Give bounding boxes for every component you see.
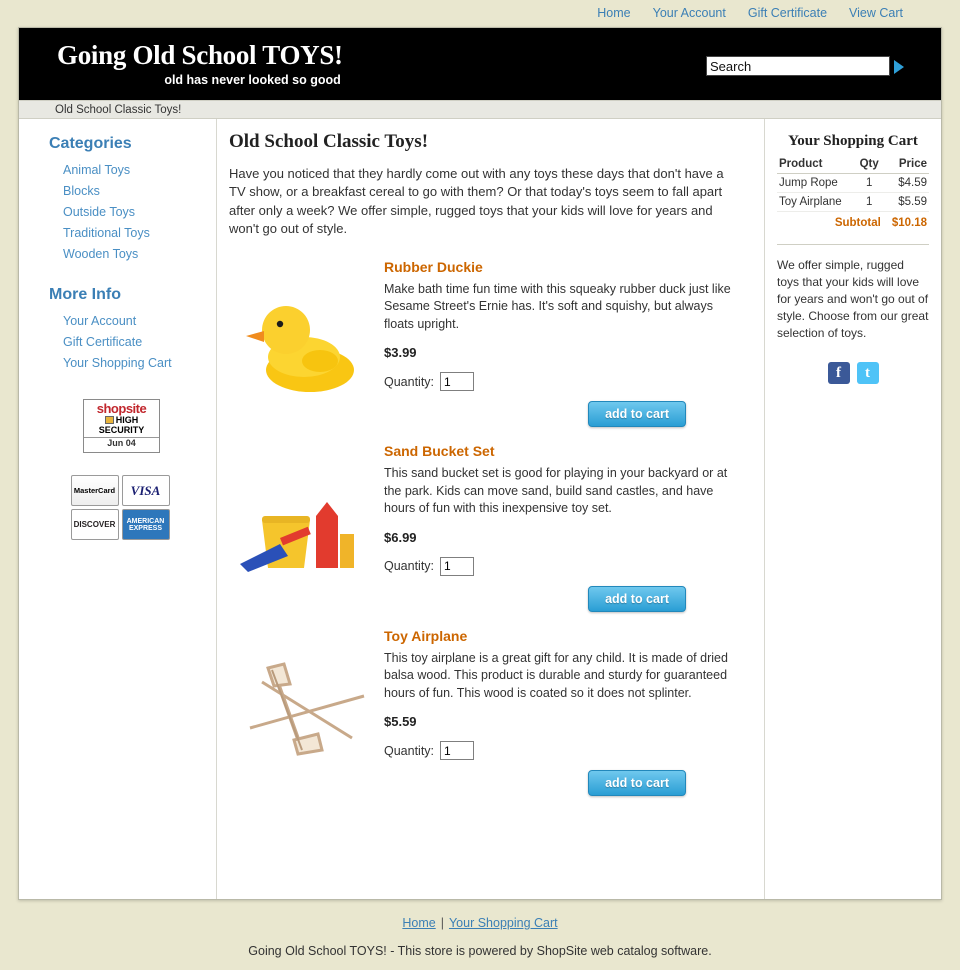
list-item[interactable] (19, 180, 216, 201)
social-links (777, 362, 929, 384)
product-item (229, 441, 742, 612)
shopsite-badge-line2: SECURITY (98, 425, 145, 435)
search-input[interactable] (706, 56, 890, 76)
cart-column-product: Product (777, 156, 856, 174)
quantity-label: Quantity: (384, 374, 435, 389)
store-note: We offer simple, rugged toys that your kids will love for years and won't go out of style. Choose from our great selection of toys. (777, 244, 929, 342)
quantity-input[interactable] (440, 557, 474, 576)
trust-badges (19, 399, 216, 540)
cart-row-product: Toy Airplane (777, 193, 856, 212)
intro-text: Have you noticed that they hardly come out with any toys these days that don't have a TV show, or a breakfast cereal to go with them? Or that today's toys seem to fall apart after only a week? We offer simple, rugged toys that your kids will love for years and won't go out of style. (229, 166, 724, 237)
shopsite-badge-date: Jun 04 (84, 437, 159, 448)
cart-row-product: Jump Rope (777, 174, 856, 193)
product-details (384, 626, 742, 797)
table-row (777, 193, 929, 212)
list-item[interactable] (19, 331, 216, 352)
table-header-row (777, 156, 929, 174)
quantity-input[interactable] (440, 372, 474, 391)
page-title: Old School Classic Toys! (229, 131, 429, 152)
breadcrumb: Old School Classic Toys! (19, 100, 941, 119)
footer-links (0, 916, 960, 930)
cart-row-qty: 1 (856, 174, 883, 193)
cart-subtotal-value: $10.18 (891, 217, 927, 229)
search-form (706, 56, 907, 78)
page-container (18, 27, 942, 900)
list-item[interactable] (19, 201, 216, 222)
quantity-row (384, 557, 742, 576)
product-details (384, 257, 742, 428)
product-price: $5.59 (384, 714, 417, 730)
shopsite-security-badge (83, 399, 160, 453)
site-tagline: old has never looked so good (164, 72, 341, 87)
visa-icon: VISA (122, 475, 170, 506)
sidebar-heading-more-info: More Info (49, 286, 121, 303)
product-item (229, 257, 742, 428)
sidebar-item-gift-certificate[interactable]: Gift Certificate (63, 335, 143, 349)
product-price: $3.99 (384, 345, 417, 361)
product-name[interactable]: Sand Bucket Set (384, 443, 495, 460)
twitter-icon[interactable]: t (857, 362, 879, 384)
cart-row-price: $5.59 (883, 193, 929, 212)
product-details (384, 441, 742, 612)
american-express-icon: AMERICAN EXPRESS (122, 509, 170, 540)
mastercard-icon: MasterCard (71, 475, 119, 506)
add-to-cart-button[interactable]: add to cart (588, 770, 686, 796)
add-to-cart-row (384, 401, 742, 427)
sidebar-heading-categories: Categories (49, 135, 132, 152)
brand-block (19, 39, 343, 87)
quantity-input[interactable] (440, 741, 474, 760)
product-item (229, 626, 742, 797)
sidebar-item-traditional-toys[interactable]: Traditional Toys (63, 226, 150, 240)
sidebar-more-info-list (19, 310, 216, 373)
add-to-cart-button[interactable]: add to cart (588, 586, 686, 612)
product-description: This toy airplane is a great gift for any child. It is made of dried balsa wood. This product is durable and sturdy for guaranteed hours of fun. This wood is coated so it does not splinter. (384, 650, 728, 700)
footer-link-shopping-cart[interactable]: Your Shopping Cart (448, 916, 558, 930)
product-name[interactable]: Rubber Duckie (384, 258, 483, 275)
list-item[interactable] (19, 352, 216, 373)
add-to-cart-button[interactable]: add to cart (588, 401, 686, 427)
sidebar-item-animal-toys[interactable]: Animal Toys (63, 163, 131, 177)
footer-separator: | (440, 916, 444, 930)
sand-bucket-image[interactable] (229, 441, 384, 612)
product-description: This sand bucket set is good for playing in your backyard or at the park. Kids can move sand, build sand castles, and have hours of fun with this inexpensive toy set. (384, 466, 728, 516)
sidebar-item-wooden-toys[interactable]: Wooden Toys (63, 247, 139, 261)
payment-card-logos (71, 475, 173, 540)
topnav-link-view-cart[interactable]: View Cart (849, 6, 903, 20)
footer (0, 900, 960, 958)
site-header (19, 28, 941, 100)
add-to-cart-row (384, 586, 742, 612)
main-content (217, 119, 765, 899)
sidebar-category-list (19, 159, 216, 264)
add-to-cart-row (384, 770, 742, 796)
cart-table (777, 156, 929, 232)
shopping-cart-panel (765, 119, 941, 899)
quantity-label: Quantity: (384, 743, 435, 758)
search-arrow-icon (894, 60, 904, 74)
cart-column-qty: Qty (856, 156, 883, 174)
quantity-label: Quantity: (384, 559, 435, 574)
sidebar-item-your-account[interactable]: Your Account (63, 314, 137, 328)
table-row (777, 174, 929, 193)
product-price: $6.99 (384, 529, 417, 545)
quantity-row (384, 741, 742, 760)
lock-icon (105, 416, 114, 424)
sidebar-item-blocks[interactable]: Blocks (63, 184, 100, 198)
search-submit-button[interactable] (890, 56, 907, 78)
product-name[interactable]: Toy Airplane (384, 627, 468, 644)
sidebar-item-your-shopping-cart[interactable]: Your Shopping Cart (63, 356, 172, 370)
footer-credit: Going Old School TOYS! - This store is powered by ShopSite web catalog software. (248, 944, 712, 958)
list-item[interactable] (19, 310, 216, 331)
discover-icon: DISCOVER (71, 509, 119, 540)
shopsite-badge-line1: HIGH (84, 416, 159, 425)
cart-row-price: $4.59 (883, 174, 929, 193)
cart-row-qty: 1 (856, 193, 883, 212)
topnav-link-your-account[interactable]: Your Account (652, 6, 726, 20)
cart-title: Your Shopping Cart (788, 133, 918, 149)
content-columns (19, 119, 941, 899)
footer-link-home[interactable]: Home (402, 916, 436, 930)
rubber-duck-image[interactable] (229, 257, 384, 428)
sidebar-item-outside-toys[interactable]: Outside Toys (63, 205, 136, 219)
cart-column-price: Price (883, 156, 929, 174)
shopsite-logo-text: shopsite (96, 401, 147, 416)
facebook-icon[interactable]: f (828, 362, 850, 384)
topnav-link-gift-certificate[interactable]: Gift Certificate (747, 6, 828, 20)
cart-subtotal-label: Subtotal (834, 217, 881, 229)
top-navigation (0, 0, 960, 22)
list-item[interactable] (19, 222, 216, 243)
list-item[interactable] (19, 243, 216, 264)
sidebar (19, 119, 217, 899)
topnav-link-home[interactable]: Home (597, 6, 631, 20)
site-title: Going Old School TOYS! (57, 39, 343, 70)
toy-airplane-image[interactable] (229, 626, 384, 797)
cart-subtotal-row (777, 212, 929, 233)
quantity-row (384, 372, 742, 391)
list-item[interactable] (19, 159, 216, 180)
product-description: Make bath time fun time with this squeaky rubber duck just like Sesame Street's Ernie has. It's soft and squishy, but always floats upright. (384, 281, 731, 331)
